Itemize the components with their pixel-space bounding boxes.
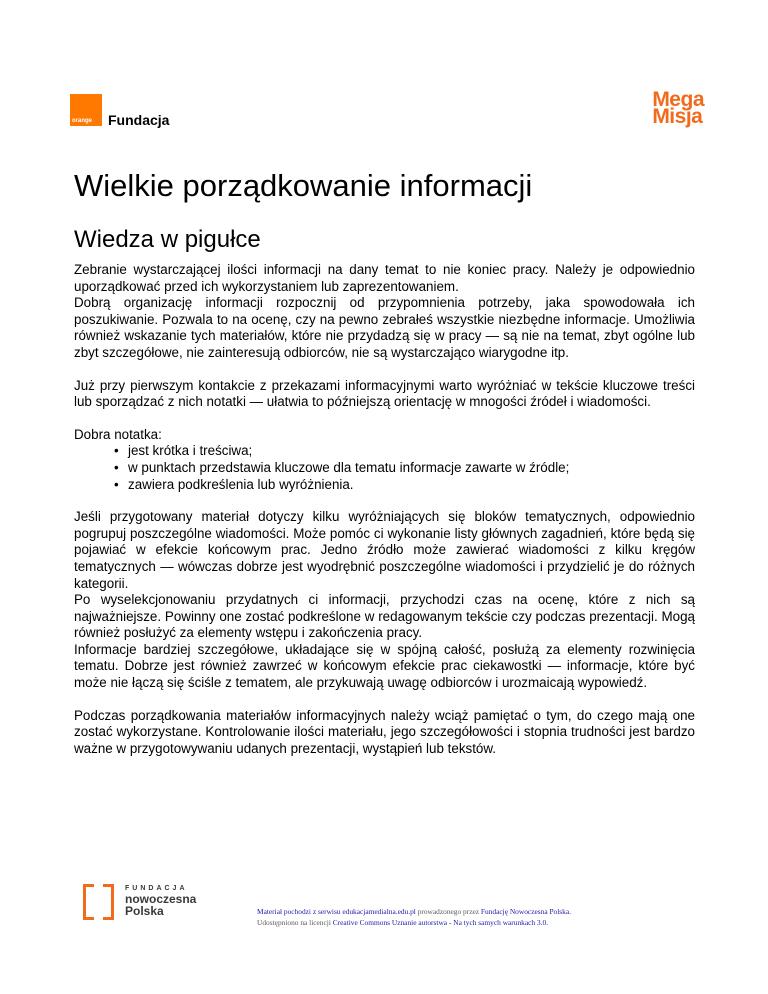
footer-text: prowadzonego przez — [415, 907, 481, 916]
fnp-line-3: Polska — [125, 904, 164, 918]
page-subtitle: Wiedza w pigułce — [74, 226, 261, 253]
source-link[interactable]: Materiał pochodzi z serwisu edukacjamedialna.edu.pl — [257, 907, 416, 916]
orange-logo-square — [70, 94, 102, 126]
fundacja-nowoczesna-polska-logo — [83, 884, 196, 918]
body-text — [74, 262, 695, 757]
license-prefix: Udostępniono na licencji — [257, 918, 333, 927]
list-item: • w punktach przedstawia kluczowe dla tematu informacje zawarte w źródle; — [114, 460, 695, 477]
paragraph-8: Podczas porządkowania materiałów informacyjnych należy wciąż pamiętać o tym, do czego mają one zostać wykorzystane. Kontrolowanie ilości materiału, jego szczegółowości i stopnia trudności jest bardzo ważne w przygotowywaniu udanych prezentacji, wystąpień lub tekstów. — [74, 707, 695, 756]
paragraph-4: Dobra notatka: — [74, 426, 162, 442]
fnp-line-2: nowoczesna — [125, 892, 197, 906]
megamisja-logo-misja: Misja — [652, 105, 703, 128]
fnp-link[interactable]: Fundację Nowoczesna Polska. — [480, 907, 572, 916]
license-link[interactable]: Creative Commons Uznanie autorstwa - Na tych samych warunkach 3.0. — [332, 918, 549, 927]
megamisja-logo — [652, 88, 704, 128]
bracket-icon — [83, 884, 117, 918]
paragraph-6: Po wyselekcjonowaniu przydatnych ci informacji, przychodzi czas na ocenę, które z nich są najważniejsze. Powinny one zostać podkreślone w redagowanym tekście czy podczas prezentacji. Mogą również posłużyć za elementy wstępu i zakończenia pracy. — [74, 592, 695, 641]
megamisja-logo-mega: Mega — [652, 88, 704, 111]
list-item: • jest krótka i treściwa; — [114, 443, 695, 460]
fundacja-label: Fundacja — [108, 112, 170, 128]
orange-logo-text: orange — [72, 118, 93, 124]
paragraph-7: Informacje bardziej szczegółowe, układające się w spójną całość, posłużą za elementy rozwinięcia tematu. Dobrze jest również zawrzeć w końcowym efekcie prac ciekawostki — informacje, które być może nie łączą się ściśle z tematem, ale przykuwają uwagę odbiorców i urozmaicają wypowiedź. — [74, 641, 695, 691]
paragraph-2: Dobrą organizację informacji rozpocznij od przypomnienia potrzeby, jaka spowodowała ich poszukiwanie. Pozwala to na ocenę, czy na pewno zebrałeś wszystkie niezbędne informacje. Umożliwia również wskazanie tych materiałów, które nie przydadzą się w pracy — są nie na temat, zbyt ogólne lub zbyt szczegółowe, nie zainteresują odbiorców, nie są wystarczająco wiarygodne itp. — [74, 295, 695, 360]
orange-fundacja-logo — [70, 94, 169, 126]
fnp-line-1: FUNDACJA — [125, 885, 188, 892]
footer-license-note — [257, 906, 697, 928]
paragraph-1: Zebranie wystarczającej ilości informacji na dany temat to nie koniec pracy. Należy je odpowiednio uporządkować przed ich wykorzystaniem lub zaprezentowaniem. — [74, 262, 695, 294]
page-title: Wielkie porządkowanie informacji — [74, 168, 533, 203]
paragraph-5: Jeśli przygotowany materiał dotyczy kilku wyróżniających się bloków tematycznych, odpowiednio pogrupuj poszczególne wiadomości. Może pomóc ci wykonanie listy głównych zagadnień, które będą się pojawiać w efekcie końcowym prac. Jedno źródło może zawierać wiadomości z kilku kręgów tematycznych — wówczas dobrze jest wyodrębnić poszczególne wiadomości i przydzielić je do różnych kategorii. — [74, 509, 695, 591]
list-item: • zawiera podkreślenia lub wyróżnienia. — [114, 477, 695, 494]
paragraph-3: Już przy pierwszym kontakcie z przekazami informacyjnymi warto wyróżniać w tekście kluczowe treści lub sporządzać z nich notatki — ułatwia to późniejszą orientację w mnogości źródeł i wiadomości. — [74, 377, 695, 410]
note-bullet-list — [74, 443, 695, 493]
